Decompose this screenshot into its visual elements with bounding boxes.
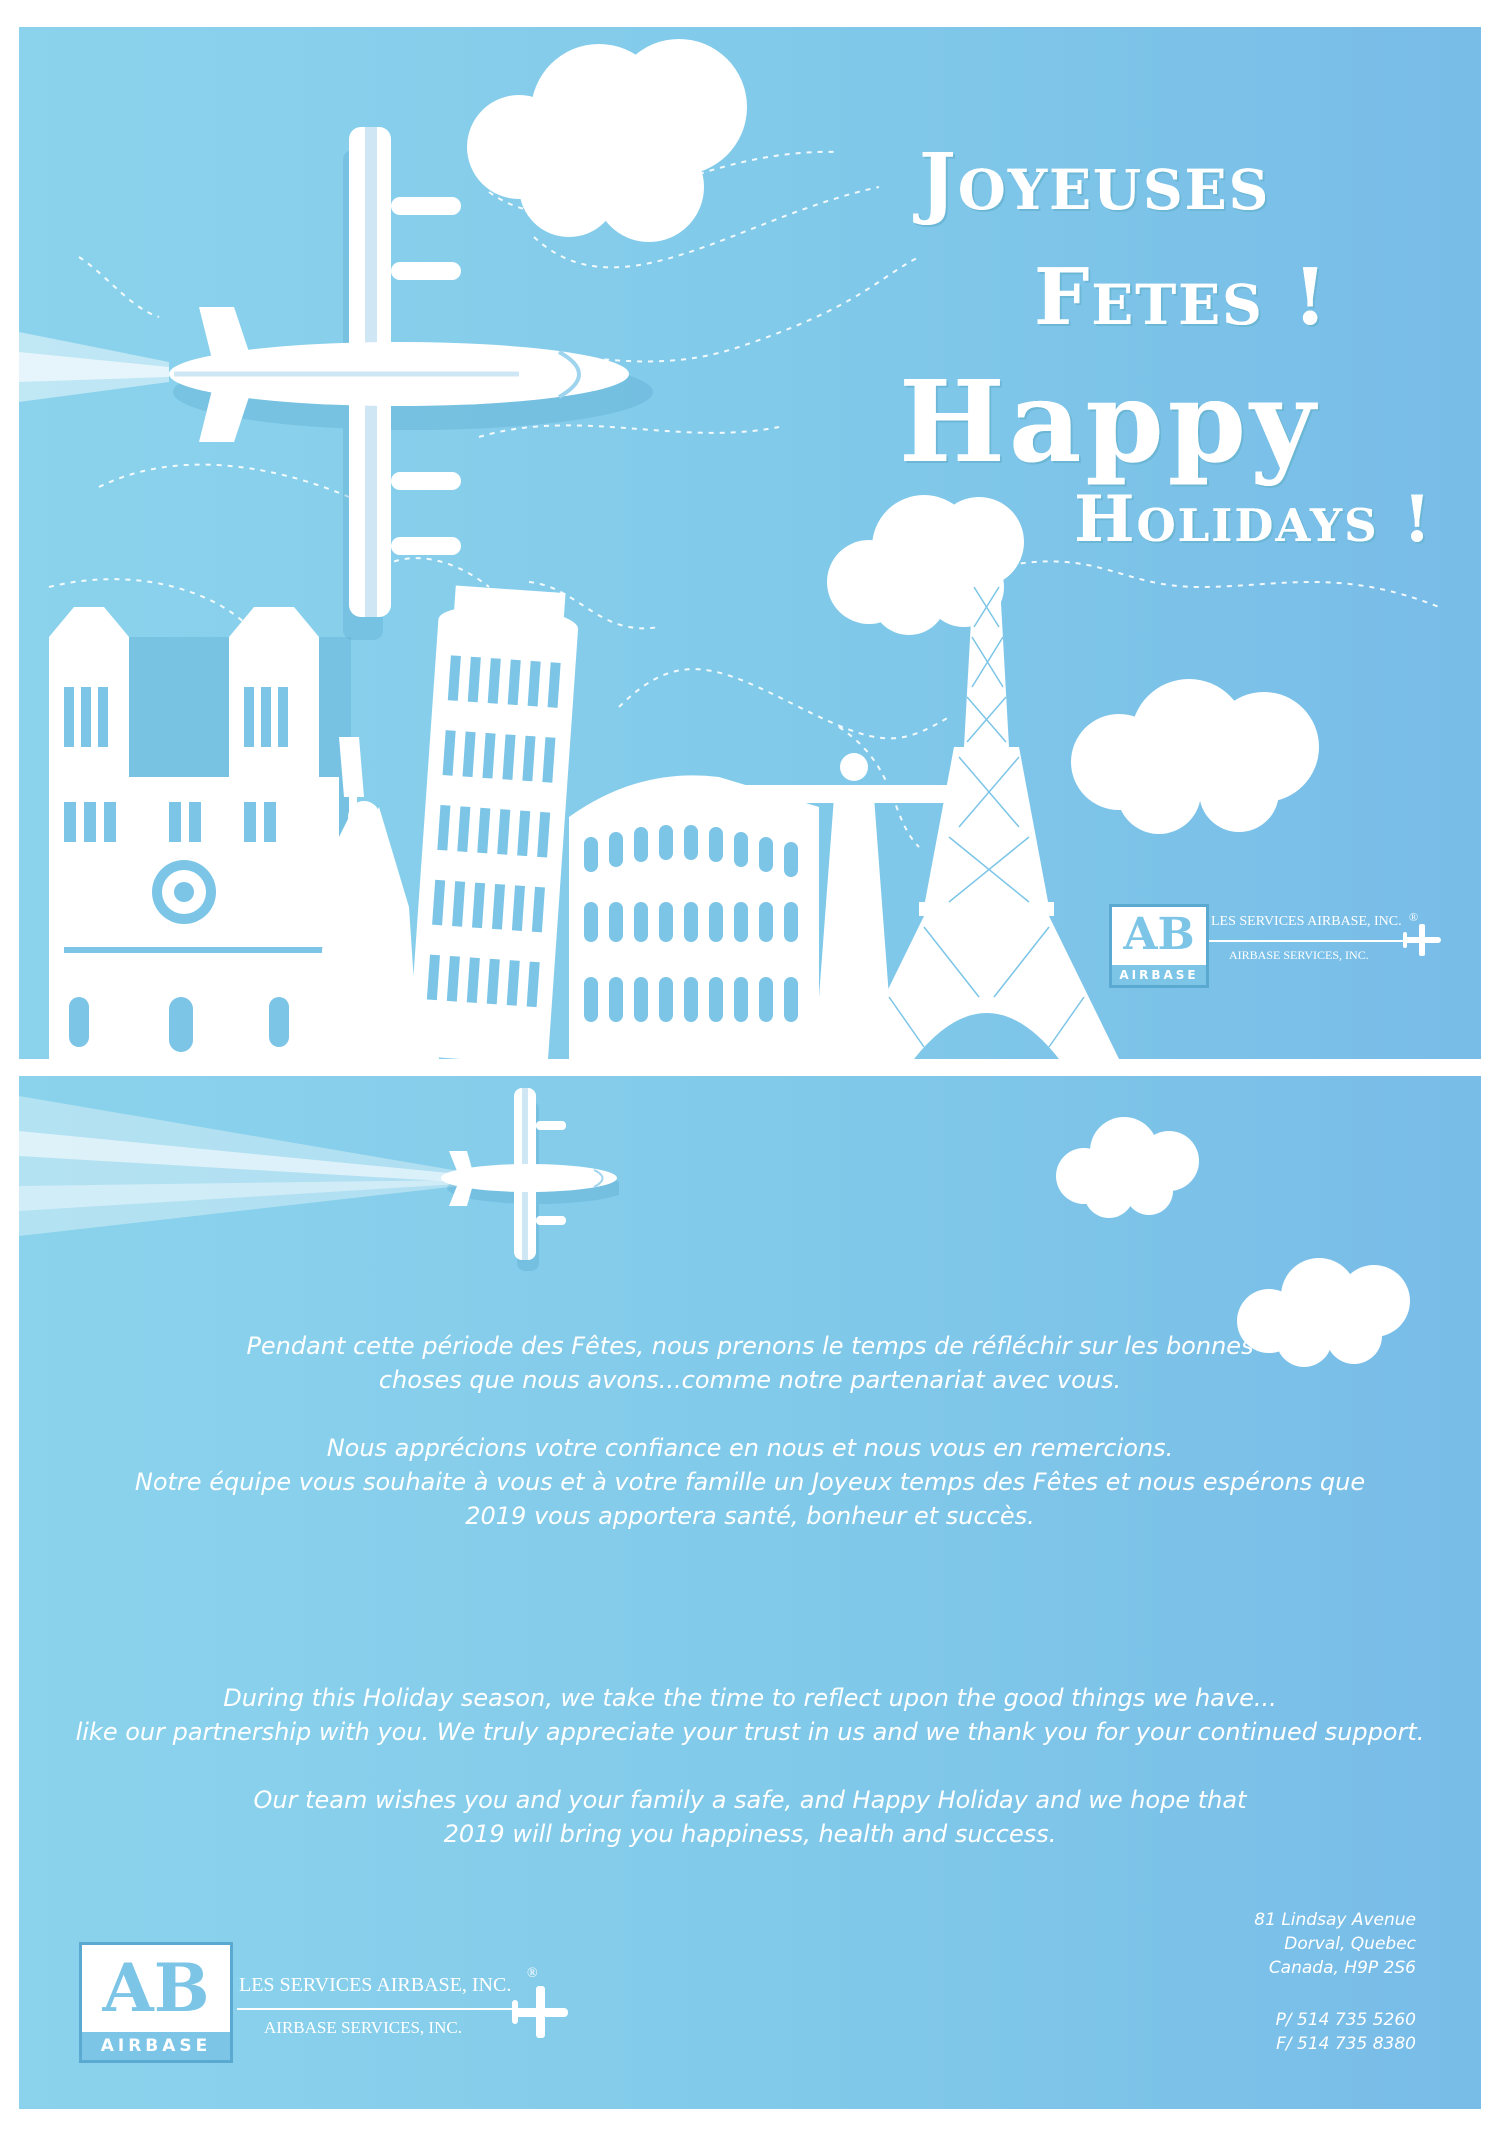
message-line: 2019 will bring you happiness, health and success. bbox=[443, 1820, 1057, 1848]
address-line: Canada, H9P 2S6 bbox=[1268, 1958, 1416, 1978]
airbase-logo bbox=[1109, 904, 1459, 994]
message-line: 2019 vous apportera santé, bonheur et succès. bbox=[465, 1502, 1035, 1530]
logo-name-french: LES SERVICES AIRBASE, INC. bbox=[1211, 914, 1402, 929]
message-line: like our partnership with you. We truly appreciate your trust in us and we thank you for your continued support. bbox=[75, 1718, 1425, 1746]
airplane-icon bbox=[1397, 922, 1447, 958]
greeting-line-holidays: Holidays ! bbox=[1074, 482, 1434, 557]
cloud-icon bbox=[1049, 1111, 1209, 1221]
airbase-logo bbox=[79, 1942, 599, 2056]
logo-badge bbox=[1109, 904, 1209, 988]
message-line: Notre équipe vous souhaite à vous et à votre famille un Joyeux temps des Fêtes et nous espérons que bbox=[134, 1468, 1366, 1496]
card-back bbox=[19, 1076, 1481, 2109]
phone-block bbox=[1276, 2008, 1416, 2056]
message-line: Nous apprécions votre confiance en nous et nous vous en remercions. bbox=[326, 1434, 1174, 1462]
logo-band-text: AIRBASE bbox=[82, 2032, 230, 2060]
greeting-line-fetes: Fetes ! bbox=[1034, 252, 1330, 343]
fax-number: F/ 514 735 8380 bbox=[1276, 2034, 1416, 2054]
greeting-line-happy: Happy bbox=[899, 357, 1320, 488]
message-line: Pendant cette période des Fêtes, nous prenons le temps de réfléchir sur les bonnes bbox=[246, 1332, 1254, 1360]
address-line: Dorval, Quebec bbox=[1284, 1934, 1416, 1954]
logo-name-french: LES SERVICES AIRBASE, INC. bbox=[239, 1974, 512, 1996]
address-block bbox=[1254, 1908, 1416, 1980]
message-french-paragraph-2 bbox=[19, 1431, 1481, 1533]
card-front bbox=[19, 27, 1481, 1059]
logo-mark-text: AB bbox=[1123, 909, 1195, 960]
address-line: 81 Lindsay Avenue bbox=[1254, 1910, 1416, 1930]
message-line: During this Holiday season, we take the time to reflect upon the good things we have... bbox=[223, 1684, 1277, 1712]
logo-divider bbox=[237, 2008, 537, 2010]
message-line: Our team wishes you and your family a safe, and Happy Holiday and we hope that bbox=[253, 1786, 1247, 1814]
leaning-tower-icon bbox=[408, 584, 581, 1059]
phone-number: P/ 514 735 5260 bbox=[1275, 2010, 1416, 2030]
airplane-icon bbox=[504, 1982, 576, 2042]
message-english-paragraph-2 bbox=[19, 1783, 1481, 1851]
registered-mark: ® bbox=[1409, 910, 1419, 924]
notre-dame-icon bbox=[49, 607, 351, 1059]
logo-mark-text: AB bbox=[102, 1949, 210, 2027]
airplane-icon bbox=[19, 1076, 619, 1276]
logo-divider bbox=[1209, 940, 1419, 942]
message-english-paragraph-1 bbox=[19, 1681, 1481, 1749]
colosseum-icon bbox=[569, 775, 819, 1059]
greeting-line-joyeuses: Joyeuses bbox=[919, 137, 1271, 228]
message-french-paragraph-1 bbox=[19, 1329, 1481, 1397]
logo-name-english: AIRBASE SERVICES, INC. bbox=[264, 2018, 462, 2037]
landmark-skyline bbox=[19, 527, 1169, 1059]
logo-badge bbox=[79, 1942, 233, 2063]
logo-band-text: AIRBASE bbox=[1112, 965, 1206, 985]
registered-mark: ® bbox=[527, 1966, 538, 1981]
message-line: choses que nous avons...comme notre partenariat avec vous. bbox=[378, 1366, 1122, 1394]
logo-name-english: AIRBASE SERVICES, INC. bbox=[1229, 948, 1369, 962]
